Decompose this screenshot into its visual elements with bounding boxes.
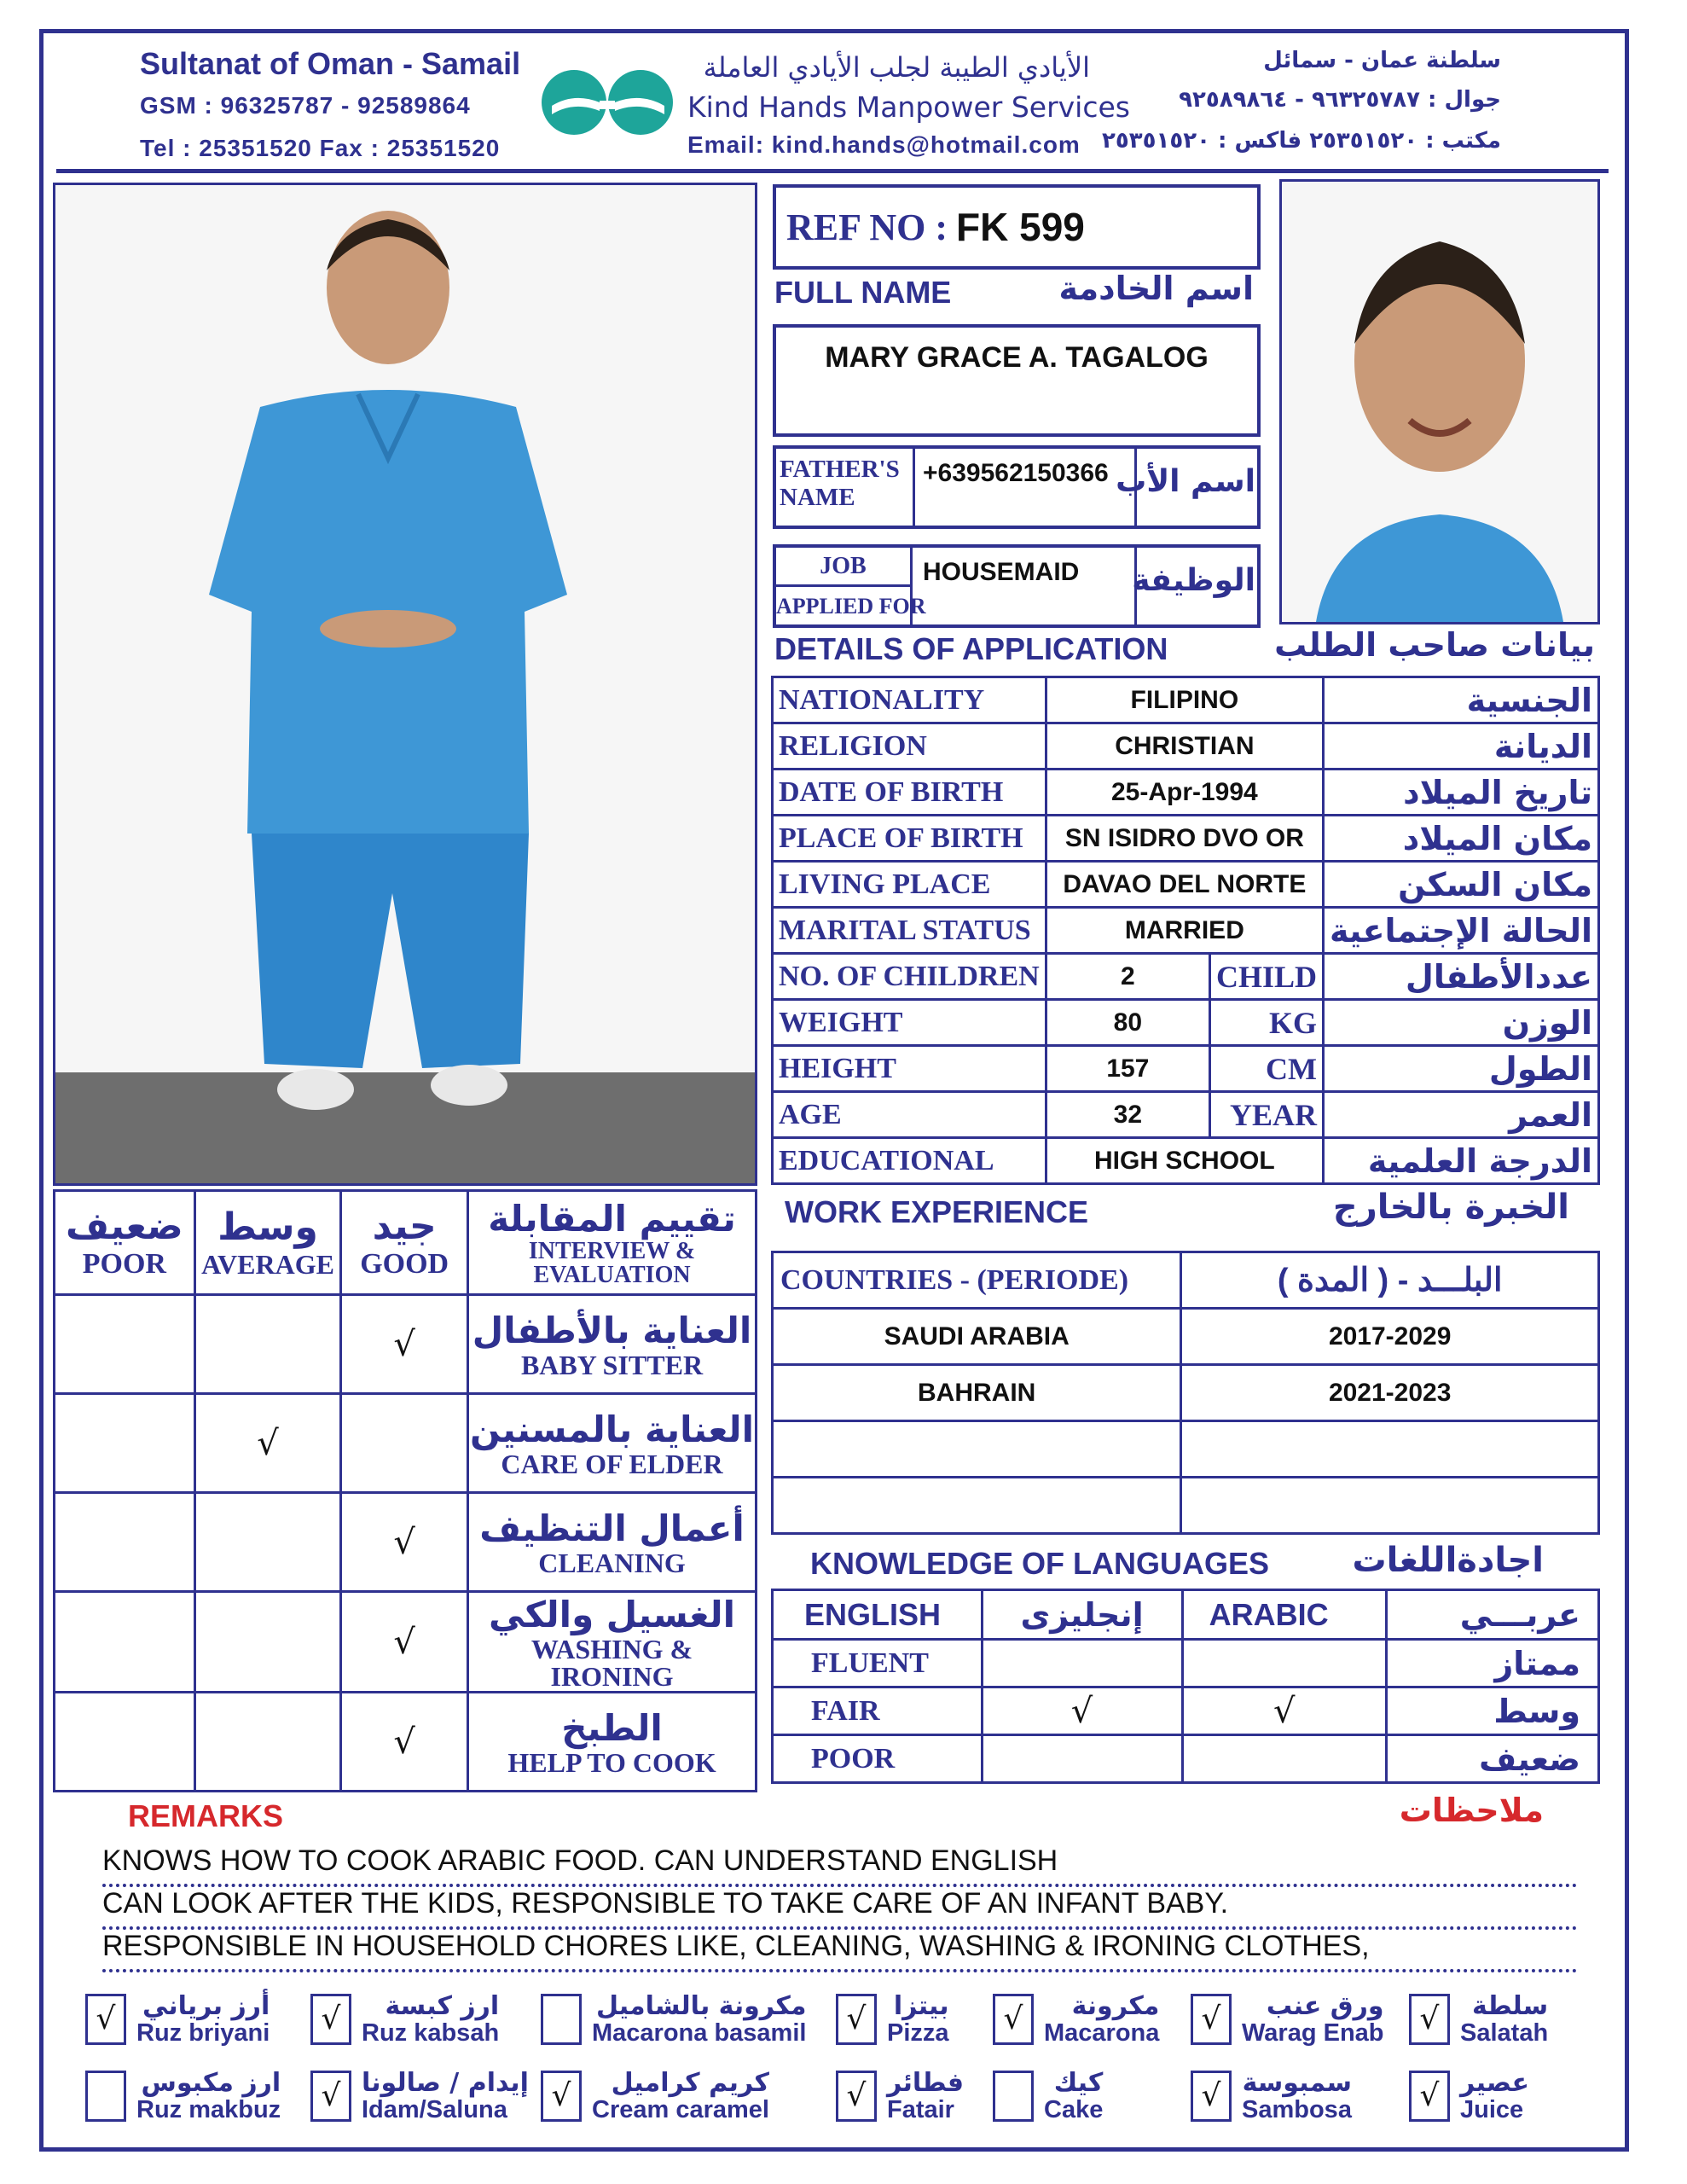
lang-level-ar: وسط [1386,1687,1598,1735]
col-good-header [341,1191,468,1295]
food-label [592,2070,769,2123]
work-title-ar: الخبرة بالخارج [1332,1188,1569,1227]
lang-english-cell [982,1640,1182,1687]
details-row [773,677,1599,723]
food-checkbox[interactable]: √ [1191,2071,1232,2122]
details-row [773,1046,1599,1092]
food-label-ar: فطائر [887,2068,965,2098]
eval-average-cell [194,1592,341,1693]
details-title-ar: بيانات صاحب الطلب [1274,626,1595,664]
food-item [1409,1993,1548,2046]
evaluation-row [55,1394,757,1493]
details-row [773,1138,1599,1184]
details-label-ar: مكان الميلاد [1324,816,1599,862]
col-evaluation-header [468,1191,757,1295]
food-label [1242,2070,1352,2123]
details-value: 25-Apr-1994 [1046,770,1323,816]
food-item [1191,2070,1352,2123]
details-value: SN ISIDRO DVO OR [1046,816,1323,862]
details-row [773,862,1599,908]
food-label-en: Fatair [887,2095,954,2123]
details-label-ar: العمر [1324,1092,1599,1138]
details-unit: CHILD [1209,954,1323,1000]
eval-skill-en: CLEANING [538,1548,686,1578]
food-label-ar: بيتزا [893,1991,949,2021]
full-name-value: MARY GRACE A. TAGALOG [825,341,1209,374]
eval-skill [468,1493,757,1592]
details-row [773,1092,1599,1138]
food-label [1242,1993,1384,2046]
food-item [541,2070,769,2123]
eval-skill-ar: الغسيل والكي [488,1594,736,1635]
details-row [773,908,1599,954]
details-unit: YEAR [1209,1092,1323,1138]
food-item [836,1993,949,2046]
header-country-ar: سلطنة عمان - سمائل [1263,48,1501,73]
food-checkbox[interactable]: √ [836,2071,877,2122]
details-label-ar: الديانة [1324,723,1599,770]
details-label-ar: تاريخ الميلاد [1324,770,1599,816]
details-unit: KG [1209,1000,1323,1046]
lang-arabic-cell: √ [1182,1687,1386,1735]
kind-hands-logo [540,67,676,138]
details-label-ar: الوزن [1324,1000,1599,1046]
food-checkbox[interactable] [541,1994,582,2045]
details-title: DETAILS OF APPLICATION [774,631,1168,666]
food-label-en: Ruz makbuz [136,2095,281,2123]
details-label-ar: الدرجة العلمية [1324,1138,1599,1184]
details-value: HIGH SCHOOL [1046,1138,1323,1184]
father-label-ar: اسم الأب [1116,464,1255,499]
food-checkbox[interactable]: √ [310,2071,351,2122]
details-label: RELIGION [773,723,1046,770]
eval-poor-cell [55,1295,195,1394]
food-checkbox[interactable]: √ [85,1994,126,2045]
header-tel: Tel : 25351520 Fax : 25351520 [140,135,501,161]
work-header-ar: البلـــد - ( المدة ) [1181,1252,1599,1309]
lang-arabic-ar: عربـــي [1386,1590,1598,1640]
eval-average-cell [194,1295,341,1394]
remark-line-3: RESPONSIBLE IN HOUSEHOLD CHORES LIKE, CLEANING, WASHING & IRONING CLOTHES, [102,1930,1578,1972]
details-value: 32 [1046,1092,1209,1138]
ref-label: REF NO : [786,206,948,248]
foods-row-2 [85,2061,1612,2138]
food-label-en: Idam/Saluna [362,2095,507,2123]
work-period: 2021-2023 [1181,1365,1599,1421]
food-label [1460,1993,1548,2046]
details-label: DATE OF BIRTH [773,770,1046,816]
food-checkbox[interactable]: √ [1409,1994,1450,2045]
father-label [780,456,900,513]
ref-box [773,184,1261,270]
food-checkbox[interactable]: √ [1409,2071,1450,2122]
food-label-en: Salatah [1460,2018,1549,2047]
eval-skill [468,1592,757,1693]
food-label-ar: كريم كراميل [611,2068,769,2098]
food-label-ar: سلطة [1472,1991,1549,2021]
eval-poor-cell [55,1493,195,1592]
food-label [1460,2070,1529,2123]
work-country [773,1478,1181,1534]
food-label [136,1993,270,2046]
eval-skill-en: WASHING & IRONING [530,1634,693,1692]
details-table [771,676,1600,1185]
food-label [136,2070,281,2123]
col-evaluation-en-2: EVALUATION [533,1262,691,1288]
eval-good-cell: √ [341,1693,468,1792]
food-checkbox[interactable]: √ [541,2071,582,2122]
food-label-ar: كيك [1053,2068,1104,2098]
details-row [773,954,1599,1000]
evaluation-row [55,1295,757,1394]
job-value: HOUSEMAID [923,558,1080,586]
work-period [1181,1478,1599,1534]
evaluation-row [55,1592,757,1693]
work-table [771,1251,1600,1535]
job-label-line2: APPLIED FOR [776,594,926,619]
food-label [887,2070,964,2123]
job-label-cell [776,587,926,626]
eval-skill-en: BABY SITTER [520,1350,704,1380]
food-item [1409,2070,1529,2123]
details-label: EDUCATIONAL [773,1138,1046,1184]
portrait-photo [1279,179,1600,624]
evaluation-row [55,1693,757,1792]
food-label [362,2070,529,2123]
lang-level-en: FAIR [773,1687,983,1735]
food-label-en: Pizza [887,2018,949,2047]
food-item [993,2070,1103,2123]
food-item [85,1993,270,2046]
eval-average-cell [194,1493,341,1592]
languages-title-ar: اجادةاللغات [1352,1541,1544,1580]
eval-poor-cell [55,1693,195,1792]
col-average-en: AVERAGE [201,1248,334,1280]
food-label [1044,2070,1103,2123]
details-label-ar: الحالة الإجتماعية [1324,908,1599,954]
food-label-en: Macarona [1044,2018,1160,2047]
work-period [1181,1421,1599,1478]
food-checkbox[interactable] [85,2071,126,2122]
header-company-ar: الأيادي الطيبة لجلب الأيادي العاملة [703,51,1090,84]
food-checkbox[interactable]: √ [310,1994,351,2045]
col-good-en: GOOD [360,1248,449,1280]
food-label-ar: أرز برياني [142,1991,270,2021]
food-label-ar: إيدام / صالونا [362,2068,529,2098]
food-label-en: Cake [1044,2095,1104,2123]
work-country [773,1421,1181,1478]
languages-title: KNOWLEDGE OF LANGUAGES [810,1546,1269,1581]
lang-level-en: POOR [773,1735,983,1783]
food-checkbox[interactable]: √ [1191,1994,1232,2045]
details-label: NO. OF CHILDREN [773,954,1046,1000]
food-item [310,2070,529,2123]
work-country: SAUDI ARABIA [773,1309,1181,1365]
eval-skill [468,1394,757,1493]
food-label [362,1993,499,2046]
details-label-ar: الطول [1324,1046,1599,1092]
food-label-ar: سمبوسة [1242,2068,1352,2098]
lang-english-cell: √ [982,1687,1182,1735]
eval-poor-cell [55,1592,195,1693]
lang-arabic-cell [1182,1640,1386,1687]
eval-skill-en: HELP TO COOK [507,1747,716,1778]
eval-average-cell: √ [194,1394,341,1493]
eval-good-cell: √ [341,1295,468,1394]
job-label-line1: JOB [820,553,867,579]
eval-skill [468,1295,757,1394]
details-value: DAVAO DEL NORTE [1046,862,1323,908]
eval-average-cell [194,1693,341,1792]
food-item [1191,1993,1384,2046]
food-label-en: Ruz kabsah [362,2018,500,2047]
food-label-ar: عصير [1460,2068,1529,2098]
food-label-en: Ruz briyani [136,2018,270,2047]
full-name-box [773,324,1261,437]
eval-poor-cell [55,1394,195,1493]
remarks-label-ar: ملاحظات [1399,1792,1544,1829]
eval-good-cell: √ [341,1493,468,1592]
work-row [773,1478,1599,1534]
header-divider [56,169,1609,173]
food-label-en: Warag Enab [1242,2018,1384,2047]
food-item [836,2070,964,2123]
foods-row-1 [85,1984,1612,2061]
col-poor-ar: ضعيف [66,1205,183,1248]
evaluation-row [55,1493,757,1592]
details-label: LIVING PLACE [773,862,1046,908]
details-value: 2 [1046,954,1209,1000]
job-box [773,544,1261,628]
food-label-en: Juice [1460,2095,1524,2123]
eval-good-cell: √ [341,1592,468,1693]
father-value: +639562150366 [923,459,1109,487]
col-evaluation-ar: تقييم المقابلة [488,1198,736,1240]
header-gsm: GSM : 96325787 - 92589864 [140,92,471,119]
languages-table [771,1589,1600,1784]
details-label-ar: الجنسية [1324,677,1599,723]
work-header-en: COUNTRIES - (PERIODE) [773,1252,1181,1309]
full-name-label: FULL NAME [774,275,952,310]
details-row [773,723,1599,770]
col-average-ar: وسط [217,1205,318,1249]
evaluation-table [53,1189,757,1792]
details-row [773,816,1599,862]
details-value: 80 [1046,1000,1209,1046]
header-company-en: Kind Hands Manpower Services [687,90,1130,124]
details-value: FILIPINO [1046,677,1323,723]
food-label-en: Cream caramel [592,2095,769,2123]
food-item [310,1993,499,2046]
header-email: Email: kind.hands@hotmail.com [687,131,1081,158]
col-average-header [194,1191,341,1295]
lang-english-en: ENGLISH [773,1590,983,1640]
job-label-cell [776,548,913,587]
details-label: AGE [773,1092,1046,1138]
lang-english-ar: إنجليزى [982,1590,1182,1640]
food-label [887,1993,949,2046]
eval-skill-ar: العناية بالمسنين [470,1409,754,1450]
eval-skill-ar: الطبخ [561,1707,663,1749]
details-row [773,770,1599,816]
details-label-ar: عددالأطفال [1324,954,1599,1000]
details-label-ar: مكان السكن [1324,862,1599,908]
lang-level-ar: ممتاز [1386,1640,1598,1687]
food-checkbox[interactable]: √ [993,1994,1034,2045]
details-row [773,1000,1599,1046]
eval-skill-ar: العناية بالأطفال [472,1310,752,1351]
details-label: NATIONALITY [773,677,1046,723]
header-country: Sultanat of Oman - Samail [140,46,521,81]
work-title: WORK EXPERIENCE [785,1194,1089,1229]
full-body-photo [53,183,757,1186]
eval-good-cell [341,1394,468,1493]
job-label-ar: الوظيفة [1132,563,1255,598]
details-label: MARITAL STATUS [773,908,1046,954]
eval-skill-ar: أعمال التنظيف [479,1507,745,1549]
details-label: HEIGHT [773,1046,1046,1092]
col-poor-en: POOR [82,1248,166,1280]
language-row [773,1640,1599,1687]
work-row [773,1365,1599,1421]
ref-value: FK 599 [956,205,1085,249]
remarks-label: REMARKS [128,1798,284,1833]
lang-level-ar: ضعيف [1386,1735,1598,1783]
food-label-ar: ارز مكبوس [141,2068,281,2098]
divider [913,449,915,527]
food-label-ar: مكرونة [1071,1991,1160,2021]
col-poor-header [55,1191,195,1295]
work-country: BAHRAIN [773,1365,1181,1421]
full-name-label-ar: اسم الخادمة [1058,270,1254,307]
father-label-line2: NAME [780,484,855,512]
language-row [773,1735,1599,1783]
father-label-line1: FATHER'S [780,456,900,483]
header-office-ar: مكتب : ٢٥٣٥١٥٢٠ فاكس : ٢٥٣٥١٥٢٠ [1102,128,1501,154]
lang-arabic-cell [1182,1735,1386,1783]
col-evaluation-en-1: INTERVIEW & [528,1238,696,1264]
food-label-ar: ارز كبسة [385,1991,500,2021]
father-box [773,445,1261,529]
eval-skill [468,1693,757,1792]
remark-line-1: KNOWS HOW TO COOK ARABIC FOOD. CAN UNDERSTAND ENGLISH [102,1844,1578,1887]
food-item [85,2070,281,2123]
work-row [773,1421,1599,1478]
details-unit: CM [1209,1046,1323,1092]
details-value: MARRIED [1046,908,1323,954]
food-checkbox[interactable] [993,2071,1034,2122]
food-checkbox[interactable]: √ [836,1994,877,2045]
remark-line-2: CAN LOOK AFTER THE KIDS, RESPONSIBLE TO TAKE CARE OF AN INFANT BABY. [102,1887,1578,1930]
lang-arabic-en: ARABIC [1182,1590,1386,1640]
food-label-ar: ورق عنب [1266,1991,1384,2021]
lang-level-en: FLUENT [773,1640,983,1687]
details-value: CHRISTIAN [1046,723,1323,770]
food-label-en: Sambosa [1242,2095,1352,2123]
header-mobile-ar: جوال : ٩٦٣٢٥٧٨٧ - ٩٢٥٨٩٨٦٤ [1179,87,1501,113]
language-row [773,1687,1599,1735]
details-label: WEIGHT [773,1000,1046,1046]
food-label [592,1993,806,2046]
details-label: PLACE OF BIRTH [773,816,1046,862]
work-period: 2017-2029 [1181,1309,1599,1365]
food-item [541,1993,806,2046]
food-label-en: Macarona basamil [592,2018,807,2047]
food-item [993,1993,1159,2046]
food-label-ar: مكرونة بالشاميل [596,1991,807,2021]
col-good-ar: جيد [372,1205,437,1248]
eval-skill-en: CARE OF ELDER [501,1449,723,1479]
work-row [773,1309,1599,1365]
details-value: 157 [1046,1046,1209,1092]
lang-english-cell [982,1735,1182,1783]
food-label [1044,1993,1159,2046]
